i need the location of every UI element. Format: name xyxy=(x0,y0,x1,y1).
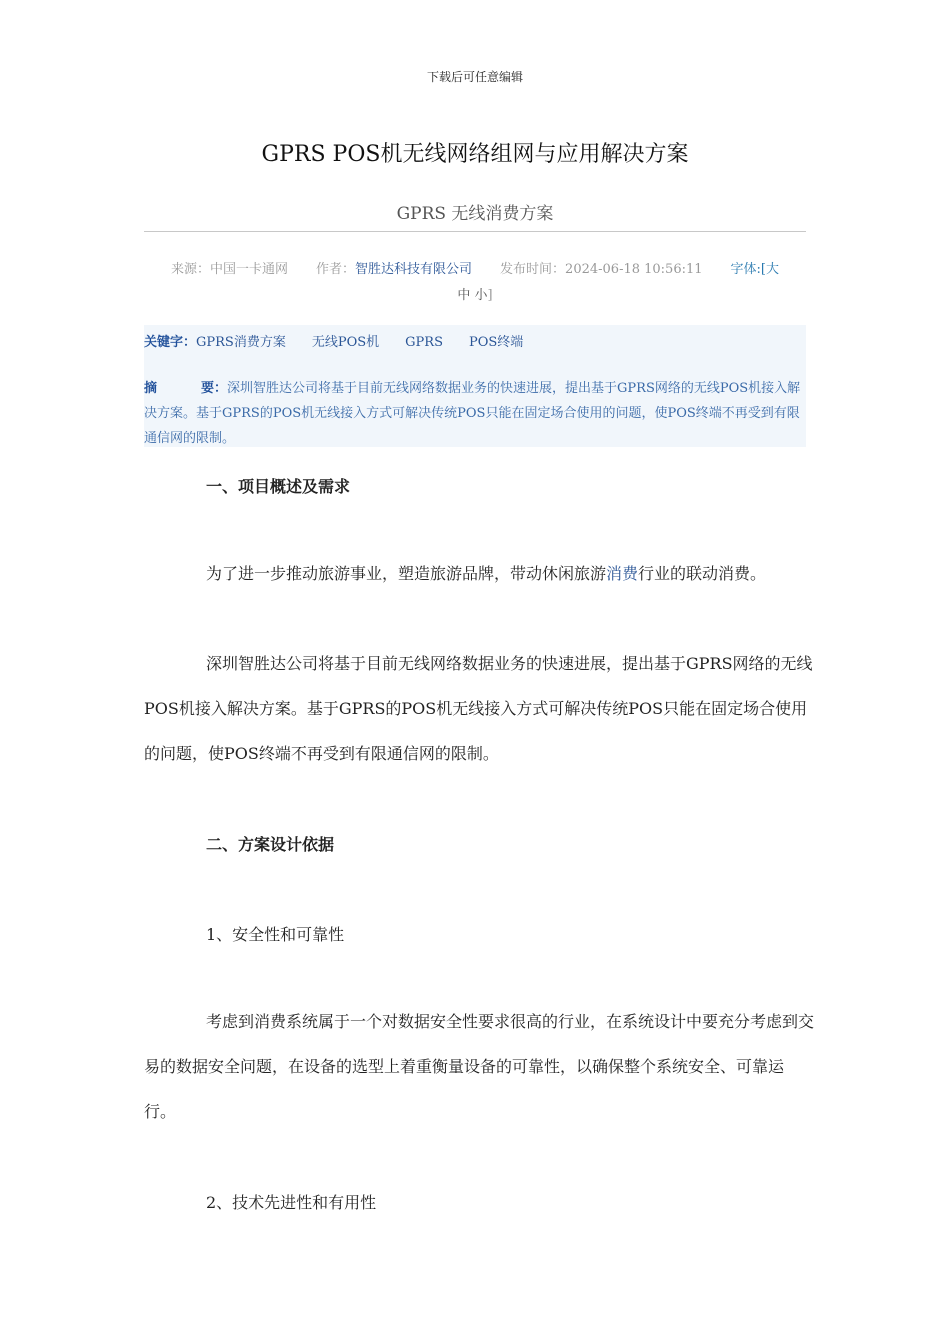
keyword-link[interactable]: 无线POS机 xyxy=(311,335,380,350)
keyword-link[interactable]: GPRS消费方案 xyxy=(196,335,286,350)
header-note: 下载后可任意编辑 xyxy=(426,70,523,84)
title-divider xyxy=(144,231,806,232)
article-meta xyxy=(144,257,806,309)
document-subtitle: GPRS 无线消费方案 xyxy=(396,204,554,224)
abstract-label: 摘 要： xyxy=(144,381,228,396)
source-text: 来源：中国一卡通网 xyxy=(171,262,289,277)
document-title: GPRS POS机无线网络组网与应用解决方案 xyxy=(261,142,689,167)
keywords-row xyxy=(144,331,549,350)
section-heading-1: 一、项目概述及需求 xyxy=(206,477,351,496)
paragraph-3: 考虑到消费系统属于一个对数据安全性要求很高的行业，在系统设计中要充分考虑到交易的数据安全问题，在设备的选型上着重衡量设备的可靠性，以确保整个系统安全、可靠运行。 xyxy=(144,1012,815,1121)
subheading-security: 1、安全性和可靠性 xyxy=(206,925,345,944)
font-size-medium-link[interactable]: 中 xyxy=(457,288,471,303)
keyword-link[interactable]: GPRS xyxy=(405,335,443,350)
author-label: 作者： xyxy=(316,262,356,277)
font-size-small-link[interactable]: 小 xyxy=(474,288,488,303)
paragraph-2: 深圳智胜达公司将基于目前无线网络数据业务的快速进展，提出基于GPRS网络的无线POS机接入解决方案。基于GPRS的POS机无线接入方式可解决传统POS只能在固定场合使用的问题，使POS终端不再受到有限通信网的限制。 xyxy=(144,654,813,763)
section-heading-2: 二、方案设计依据 xyxy=(206,835,335,854)
abstract xyxy=(144,376,808,451)
font-size-close: ] xyxy=(487,288,493,303)
keywords-label: 关键字： xyxy=(144,335,197,350)
publish-time: 发布时间：2024-06-18 10:56:11 xyxy=(500,262,703,277)
author-link[interactable]: 智胜达科技有限公司 xyxy=(355,262,473,277)
font-size-label: 字体:[ xyxy=(730,262,766,277)
abstract-text: 深圳智胜达公司将基于目前无线网络数据业务的快速进展，提出基于GPRS网络的无线POS机接入解决方案。基于GPRS的POS机无线接入方式可解决传统POS只能在固定场合使用的问题，使POS终端不再受到有限通信网的限制。 xyxy=(144,381,801,446)
paragraph-1: 为了进一步推动旅游事业，塑造旅游品牌，带动休闲旅游消费行业的联动消费。 xyxy=(206,564,767,583)
font-size-large-link[interactable]: 大 xyxy=(765,262,779,277)
consumption-link[interactable]: 消费 xyxy=(606,564,639,583)
subheading-technology: 2、技术先进性和有用性 xyxy=(206,1193,377,1212)
keyword-link[interactable]: POS终端 xyxy=(468,335,524,350)
